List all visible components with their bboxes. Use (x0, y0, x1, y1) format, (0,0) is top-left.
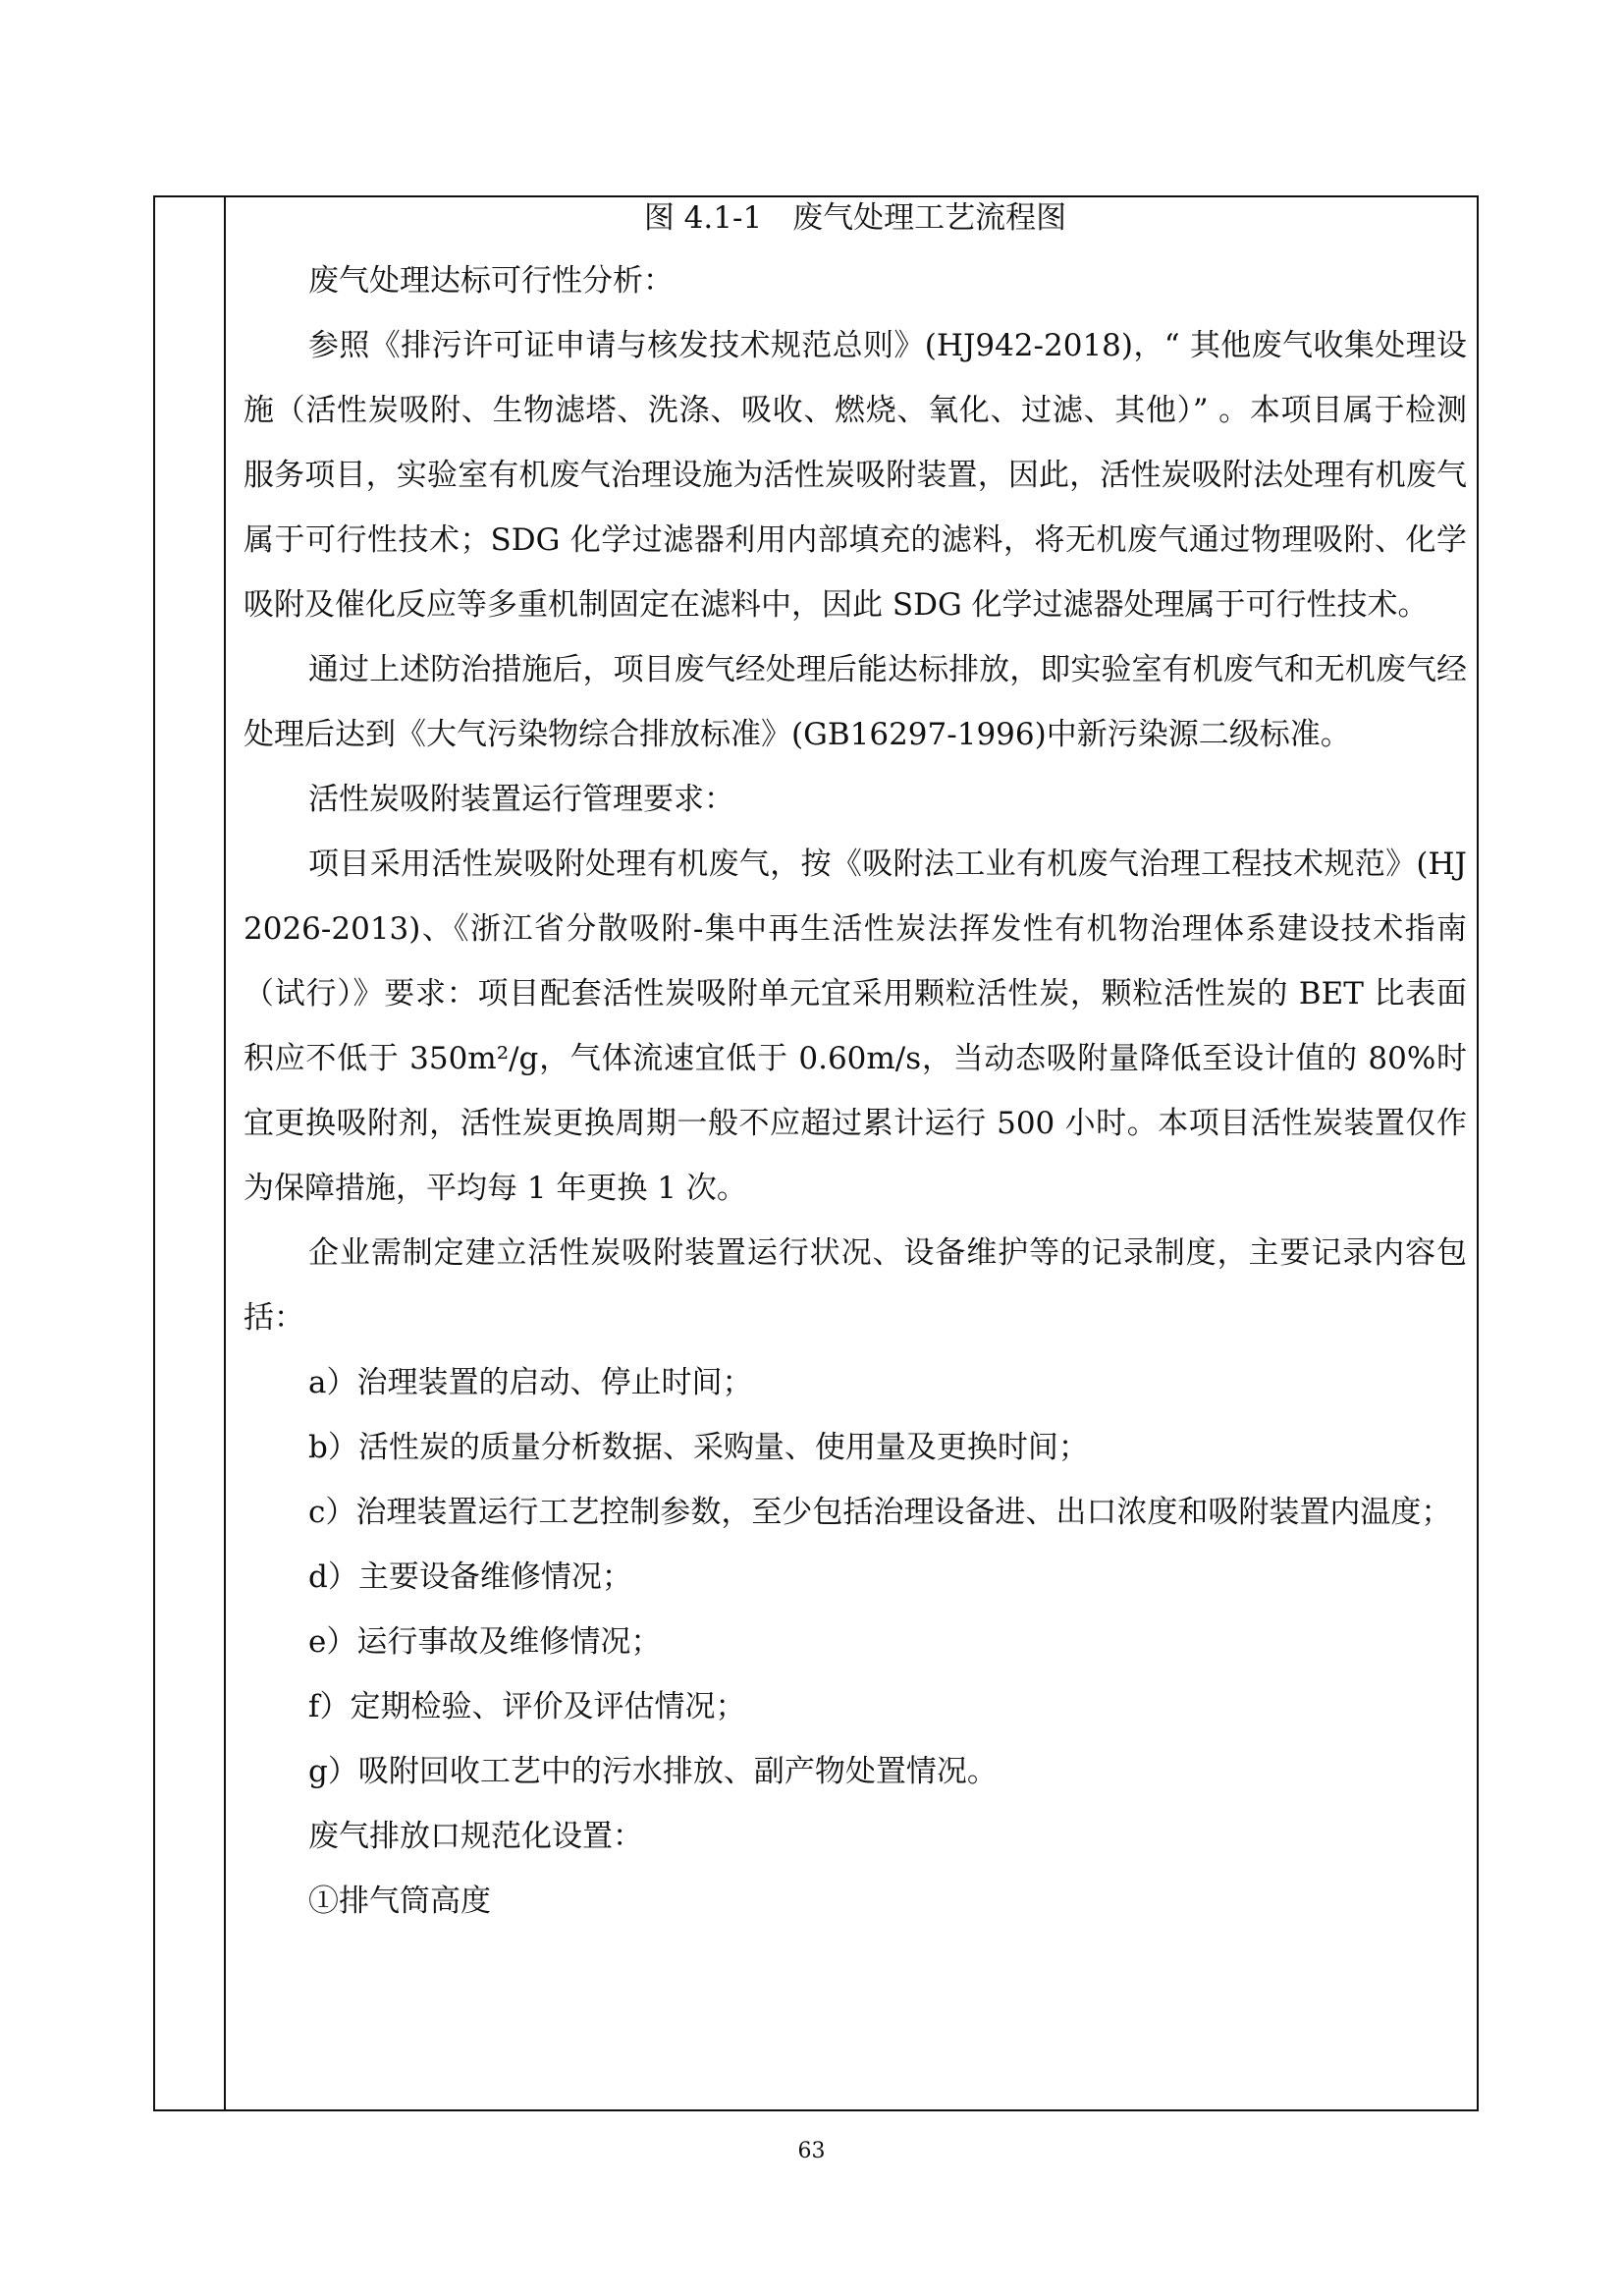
page-number: 63 (797, 2139, 826, 2163)
paragraph-feasibility-heading: 废气处理达标可行性分析： (308, 263, 674, 299)
section-heading-outlet: 废气排放口规范化设置： (308, 1819, 643, 1854)
list-item-c: c）治理装置运行工艺控制参数，至少包括治理设备进、出口浓度和吸附装置内温度； (308, 1495, 1452, 1530)
list-item-f: f）定期检验、评价及评估情况； (308, 1689, 746, 1724)
paragraph-record-system: 企业需制定建立活性炭吸附装置运行状况、设备维护等的记录制度，主要记录内容包括： (243, 1235, 1467, 1336)
list-item-a: a）治理装置的启动、停止时间； (308, 1365, 753, 1400)
paragraph-management-heading: 活性炭吸附装置运行管理要求： (308, 782, 734, 817)
list-item-e: e）运行事故及维修情况； (308, 1624, 662, 1660)
figure-caption: 图 4.1-1 废气处理工艺流程图 (643, 200, 1067, 236)
list-item-g: g）吸附回收工艺中的污水排放、副产物处置情况。 (308, 1754, 998, 1789)
list-item-d: d）主要设备维修情况； (308, 1559, 632, 1595)
list-item-b: b）活性炭的质量分析数据、采购量、使用量及更换时间； (308, 1430, 1089, 1465)
table-column-divider (224, 195, 226, 2111)
paragraph-management-requirements: 项目采用活性炭吸附处理有机废气，按《吸附法工业有机废气治理工程技术规范》(HJ 2026-2013)、《浙江省分散吸附-集中再生活性炭法挥发性有机物治理体系建设技术指南（试行）》要求：项目配套活性炭吸附单元宜采用颗粒活性炭，颗粒活性炭的 BET 比表面积应不低于 350m²/g，气体流速宜低于 0.60m/s，当动态吸附量降低至设计值的 80%时宜更换吸附剂，活性炭更换周期一般不应超过累计运行 500 小时。本项目活性炭装置仅作为保障措施，平均每 1 年更换 1 次。 (243, 847, 1467, 1206)
paragraph-feasibility-analysis: 参照《排污许可证申请与核发技术规范总则》(HJ942-2018)，“ 其他废气收集处理设施（活性炭吸附、生物滤塔、洗涤、吸收、燃烧、氧化、过滤、其他）” 。本项目属于检测服务项目，实验室有机废气治理设施为活性炭吸附装置，因此，活性炭吸附法处理有机废气属于可行性技术；SDG 化学过滤器利用内部填充的滤料，将无机废气通过物理吸附、化学吸附及催化反应等多重机制固定在滤料中，因此 SDG 化学过滤器处理属于可行性技术。 (243, 328, 1467, 623)
paragraph-compliance: 通过上述防治措施后，项目废气经处理后能达标排放，即实验室有机废气和无机废气经处理后达到《大气污染物综合排放标准》(GB16297-1996)中新污染源二级标准。 (243, 652, 1467, 752)
subheading-stack-height: ①排气筒高度 (308, 1884, 491, 1919)
table-content-cell (243, 195, 1467, 1934)
